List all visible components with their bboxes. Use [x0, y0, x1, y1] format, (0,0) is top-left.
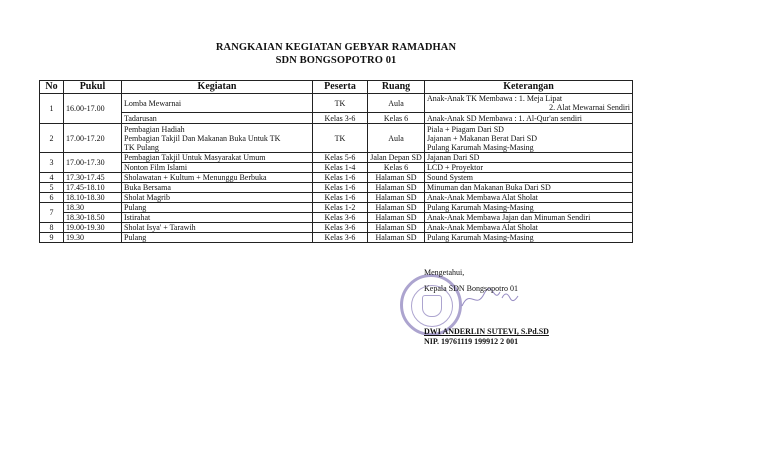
table-row: [40, 113, 633, 124]
cell-ruang: Jalan Depan SD: [368, 153, 425, 163]
cell-peserta: Kelas 1-6: [313, 183, 368, 193]
cell-no: 4: [40, 173, 64, 183]
cell-no: 6: [40, 193, 64, 203]
keterangan-line: Anak-Anak TK Membawa : 1. Meja Lipat: [427, 94, 563, 103]
cell-kegiatan: Pembagian Takjil Untuk Masyarakat Umum: [122, 153, 313, 163]
cell-ruang: Halaman SD: [368, 233, 425, 243]
cell-pukul: 18.30: [64, 203, 122, 213]
cell-ruang: Aula: [368, 94, 425, 113]
cell-keterangan: Pulang Karumah Masing-Masing: [425, 233, 633, 243]
cell-ruang: Halaman SD: [368, 173, 425, 183]
cell-kegiatan: Sholawatan + Kultum + Menunggu Berbuka: [122, 173, 313, 183]
header-no: No: [40, 81, 64, 94]
cell-ruang: Aula: [368, 124, 425, 153]
cell-kegiatan: [122, 124, 313, 153]
stamp-emblem-icon: [422, 295, 442, 317]
cell-no: 1: [40, 94, 64, 124]
cell-pukul: 17.00-17.30: [64, 153, 122, 173]
header-ruang: Ruang: [368, 81, 425, 94]
cell-peserta: Kelas 1-2: [313, 203, 368, 213]
cell-keterangan: [425, 124, 633, 153]
kegiatan-line: Pembagian Hadiah: [124, 124, 185, 134]
table-row: [40, 213, 633, 223]
cell-ruang: Halaman SD: [368, 223, 425, 233]
header-keterangan: Keterangan: [425, 81, 633, 94]
table-header-row: [40, 81, 633, 94]
cell-no: 2: [40, 124, 64, 153]
cell-pukul: 19.30: [64, 233, 122, 243]
keterangan-line: 2. Alat Mewarnai Sendiri: [549, 103, 630, 112]
signer-name: DWI ANDERLIN SUTEVI, S.Pd.SD: [424, 327, 549, 336]
acknowledged-label: Mengetahui,: [424, 268, 465, 277]
cell-pukul: 18.30-18.50: [64, 213, 122, 223]
school-name: SDN BONGSOPOTRO 01: [275, 55, 397, 66]
signer-position: Kepala SDN Bongsopotro 01: [424, 284, 518, 293]
cell-peserta: Kelas 1-4: [313, 163, 368, 173]
table-row: [40, 153, 633, 163]
cell-ruang: Halaman SD: [368, 213, 425, 223]
table-row: [40, 94, 633, 113]
cell-peserta: Kelas 3-6: [313, 223, 368, 233]
cell-pukul: 17.45-18.10: [64, 183, 122, 193]
cell-kegiatan: Buka Bersama: [122, 183, 313, 193]
cell-kegiatan: Lomba Mewarnai: [122, 94, 313, 113]
cell-ruang: Kelas 6: [368, 163, 425, 173]
cell-kegiatan: Nonton Film Islami: [122, 163, 313, 173]
cell-keterangan: Anak-Anak Membawa Jajan dan Minuman Sendiri: [425, 213, 633, 223]
cell-ruang: Halaman SD: [368, 193, 425, 203]
cell-no: 3: [40, 153, 64, 173]
cell-peserta: Kelas 3-6: [313, 213, 368, 223]
table-row: [40, 223, 633, 233]
cell-keterangan: Sound System: [425, 173, 633, 183]
cell-pukul: 16.00-17.00: [64, 94, 122, 124]
table-row: [40, 124, 633, 153]
table-row: [40, 233, 633, 243]
cell-keterangan: Anak-Anak Membawa Alat Sholat: [425, 193, 633, 203]
cell-pukul: 18.10-18.30: [64, 193, 122, 203]
table-row: [40, 173, 633, 183]
table-row: [40, 163, 633, 173]
cell-no: 8: [40, 223, 64, 233]
signer-nip: NIP. 19761119 199912 2 001: [424, 337, 519, 346]
cell-ruang: Halaman SD: [368, 203, 425, 213]
cell-peserta: Kelas 5-6: [313, 153, 368, 163]
cell-kegiatan: Pulang: [122, 233, 313, 243]
cell-no: 5: [40, 183, 64, 193]
cell-pukul: 17.00-17.20: [64, 124, 122, 153]
cell-peserta: Kelas 3-6: [313, 113, 368, 124]
cell-pukul: 17.30-17.45: [64, 173, 122, 183]
cell-keterangan: Minuman dan Makanan Buka Dari SD: [425, 183, 633, 193]
keterangan-line: Jajanan + Makanan Berat Dari SD: [427, 133, 538, 143]
cell-keterangan: Anak-Anak SD Membawa : 1. Al-Qur'an sendiri: [425, 113, 633, 124]
cell-keterangan: Jajanan Dari SD: [425, 153, 633, 163]
signature-block: [400, 268, 640, 358]
header-kegiatan: Kegiatan: [122, 81, 313, 94]
document-title: RANGKAIAN KEGIATAN GEBYAR RAMADHAN: [215, 42, 457, 53]
cell-keterangan: Pulang Karumah Masing-Masing: [425, 203, 633, 213]
cell-kegiatan: Sholat Magrib: [122, 193, 313, 203]
header-peserta: Peserta: [313, 81, 368, 94]
header-pukul: Pukul: [64, 81, 122, 94]
cell-ruang: Kelas 6: [368, 113, 425, 124]
schedule-table: [39, 80, 633, 243]
cell-keterangan: Anak-Anak Membawa Alat Sholat: [425, 223, 633, 233]
cell-no: 7: [40, 203, 64, 223]
keterangan-line: Pulang Karumah Masing-Masing: [427, 142, 534, 152]
cell-kegiatan: Sholat Isya' + Tarawih: [122, 223, 313, 233]
cell-keterangan: [425, 94, 633, 113]
table-row: [40, 193, 633, 203]
table-row: [40, 183, 633, 193]
cell-peserta: TK: [313, 94, 368, 113]
kegiatan-line: Pembagian Takjil Dan Makanan Buka Untuk TK: [124, 133, 281, 143]
cell-ruang: Halaman SD: [368, 183, 425, 193]
table-row: [40, 203, 633, 213]
kegiatan-line: TK Pulang: [124, 142, 159, 152]
cell-keterangan: LCD + Proyektor: [425, 163, 633, 173]
cell-peserta: Kelas 3-6: [313, 233, 368, 243]
cell-peserta: Kelas 1-6: [313, 193, 368, 203]
cell-peserta: TK: [313, 124, 368, 153]
cell-pukul: 19.00-19.30: [64, 223, 122, 233]
cell-peserta: Kelas 1-6: [313, 173, 368, 183]
cell-kegiatan: Tadarusan: [122, 113, 313, 124]
cell-kegiatan: Istirahat: [122, 213, 313, 223]
cell-kegiatan: Pulang: [122, 203, 313, 213]
keterangan-line: Piala + Piagam Dari SD: [427, 124, 504, 134]
cell-no: 9: [40, 233, 64, 243]
